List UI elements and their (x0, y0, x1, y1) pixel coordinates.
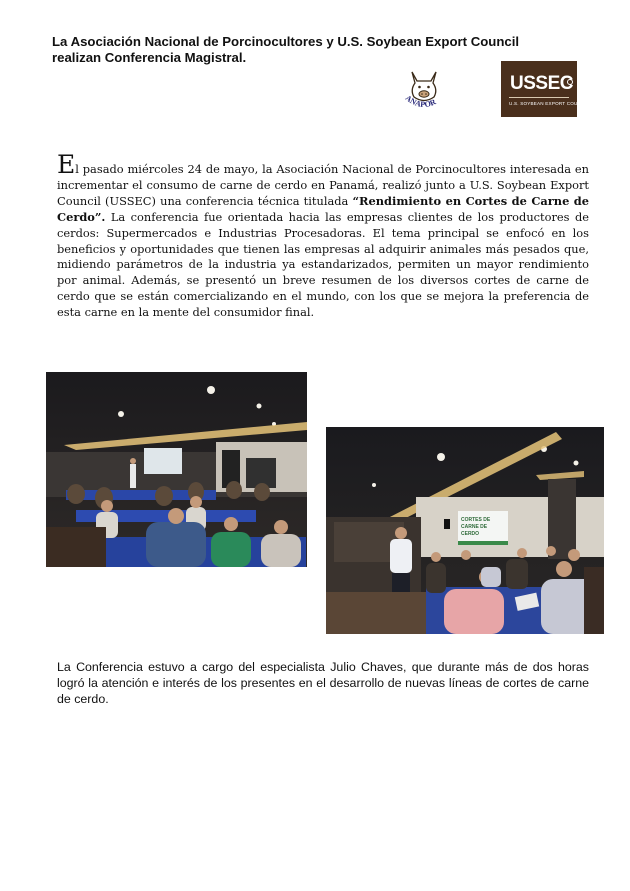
slide-title-line-1: CORTES DE (461, 517, 491, 523)
ussec-logo-subtext: U.S. SOYBEAN EXPORT COUNCIL (509, 101, 589, 106)
headline-line-1: La Asociación Nacional de Porcinocultores y U.S. Soybean Export Council (52, 34, 520, 49)
headline-line-2: realizan Conferencia Magistral. (52, 50, 247, 65)
drop-cap: E (57, 150, 76, 179)
intro-text-part-1: l pasado miércoles 24 de mayo, la Asociación Nacional de Porcinocultores interesada en incrementar el consumo de carne de cerdo en Panamá, realizó junto a U.S. Soybean Export Council (USSEC) una conferencia técnica titulada (57, 162, 589, 208)
closing-paragraph: La Conferencia estuvo a cargo del especialista Julio Chaves, que durante más de dos horas logró la atención e interés de los presentes en el desarrollo de nuevas líneas de cortes de carne de cerdo. (57, 660, 589, 706)
ussec-logo-divider (509, 97, 569, 98)
ussec-logo-text: USSEC (510, 73, 573, 94)
anapor-logo (398, 66, 450, 116)
conference-photo-2 (326, 427, 604, 634)
conference-title: “Rendimiento en Cortes de Carne de Cerdo”. (57, 193, 590, 224)
anapor-logo-text: ANAPOR (403, 93, 438, 110)
ussec-logo (501, 61, 589, 117)
conference-photo-1 (46, 372, 307, 567)
intro-paragraph (57, 150, 590, 321)
slide-title-line-2: CARNE DE (461, 524, 488, 530)
intro-text-part-2: La conferencia fue orientada hacia las empresas clientes de los productores de cerdos: Supermercados e Industrias Procesadoras. El tema principal se enfocó en los beneficios y oportunidades que tienen las empresas al adquirir animales más pesados que, midiendo parámetros de la industria ya estandarizados, permiten un mayor rendimiento por animal. Además, se presentó un breve resumen de los diversos cortes de carne de cerdo que se están comercializando en el mundo, con los que se mejora la preferencia de esta carne en la mente del consumidor final. (57, 209, 589, 320)
ussec-logo-mark (567, 79, 573, 85)
slide-title-line-3: CERDO (461, 531, 480, 537)
